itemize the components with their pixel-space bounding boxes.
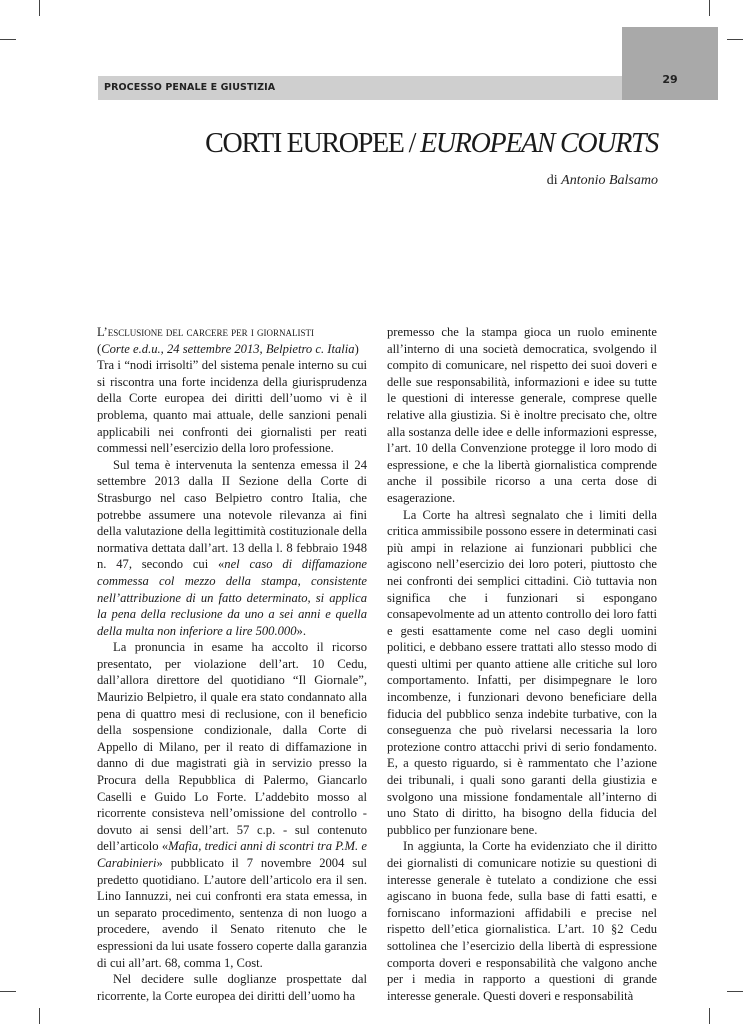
running-header-section: PROCESSO PENALE E GIUSTIZIA	[104, 82, 276, 93]
crop-mark-top-left	[39, 0, 40, 16]
paragraph-text: La pronuncia in esame ha accolto il ricorso presentato, per violazione dell’art. 10 Cedu, dall’allora direttore del quotidiano “Il Giornale”, Maurizio Belpietro, il quale era stato condannato alla pena di quattro mesi di reclusione, con il beneficio della sospensione condizionale, dalla Corte di Appello di Milano, per il reato di diffamazione in danno di due magistrati già in servizio presso la Procura della Repubblica di Palermo, Giancarlo Caselli e Guido Lo Forte. L’addebito mosso al ricorrente consisteva nell’omissione del controllo - dovuto ai sensi dell’art. 57 c.p. - sul contenuto dell’articolo «	[97, 640, 367, 854]
section-subtitle	[97, 341, 367, 358]
text-column-left	[97, 324, 367, 1004]
byline	[547, 173, 658, 189]
byline-author: Antonio Balsamo	[561, 173, 658, 188]
paragraph-text: Sul tema è intervenuta la sentenza emessa il 24 settembre 2013 dalla II Sezione della Corte di Strasburgo nel caso Belpietro contro Italia, che potrebbe assumere una notevole rilevanza ai fini della valutazione della legittimità costituzionale della normativa dettata dall’art. 13 della l. 8 febbraio 1948 n. 47, secondo cui «	[97, 457, 367, 572]
paragraph-text: ».	[296, 623, 306, 638]
page-number-tab	[622, 27, 718, 100]
paragraph: Tra i “nodi irrisolti” del sistema penale interno su cui si riscontra una forte incidenza della giurisprudenza della Corte europea dei diritti dell’uomo vi è il problema, quanto mai attuale, delle sanzioni penali applicabili nei confronti dei giornalisti per reati commessi nell’esercizio della loro professione.	[97, 358, 367, 456]
law-quotation: nel caso di diffamazione commessa col mezzo della stampa, consistente nell’attribuzione di un fatto determinato, si applica la pena della reclusione da uno a sei anni e quella della multa non inferiore a lire 500.000	[97, 557, 367, 638]
crop-mark-left-bottom	[0, 991, 16, 992]
case-citation: Corte e.d.u., 24 settembre 2013, Belpietro c. Italia	[101, 341, 355, 356]
crop-mark-top-right	[709, 0, 710, 16]
subtitle-paren-open: (	[97, 341, 102, 356]
section-title: L’esclusione del carcere per i giornalisti	[97, 325, 314, 339]
paragraph: In aggiunta, la Corte ha evidenziato che il diritto dei giornalisti di comunicare notizie su questioni di interesse generale è tutelato a condizione che essi agiscano in buona fede, sulla base di fatti esatti, e forniscano informazioni affidabili e precise nel rispetto dell’etica giornalistica. L’art. 10 §2 Cedu sottolinea che l’esercizio della libertà di espressione comporta doveri e responsabilità che valgono anche per i media in rapporto a questioni di grande interesse generale. Questi doveri e responsabilità	[387, 839, 657, 1003]
title-english: EUROPEAN COURTS	[420, 128, 658, 159]
paragraph	[97, 457, 367, 640]
crop-mark-bottom-right	[709, 1008, 710, 1024]
paragraph	[97, 639, 367, 971]
text-column-right	[387, 324, 657, 1004]
article-title-quote: Mafia, tredici anni di scontri tra P.M. e Carabinieri	[97, 839, 367, 870]
paragraph: Nel decidere sulle doglianze prospettate dal ricorrente, la Corte europea dei diritti dell’uomo ha	[97, 972, 367, 1003]
paragraph-text: » pubblicato il 7 novembre 2004 sul predetto quotidiano. L’autore dell’articolo era il sen. Lino Iannuzzi, nei cui confronti era stata emessa, in un separato procedimento, sentenza di non luogo a procedere, avendo il Senato ritenuto che le espressioni da lui usate fossero coperte dalla garanzia di cui all’art. 68, comma 1, Cost.	[97, 856, 367, 970]
title-italian: CORTI EUROPEE	[205, 128, 404, 159]
crop-mark-right-top	[727, 39, 743, 40]
page-number: 29	[662, 73, 678, 86]
paragraph: La Corte ha altresì segnalato che i limiti della critica ammissibile possono essere in determinati casi più ampi in relazione ai funzionari pubblici che agiscono nell’esercizio dei loro poteri, piuttosto che nei confronti dei semplici cittadini. Ciò tuttavia non significa che i funzionari si espongano consapevolmente ad un attento controllo dei loro fatti e gesti esattamente come nel caso degli uomini politici, e debbano essere trattati allo stesso modo di questi ultimi per quanto attiene alle critiche sul loro comportamento. Infatti, per disimpegnare le loro incombenze, i funzionari devono beneficiare della fiducia del pubblico senza indebite turbative, con la conseguenza che può rivelarsi necessaria la loro protezione contro attacchi privi di serio fondamento. E, a questo riguardo, si è rammentato che l’azione dei tribunali, i quali sono garanti della giustizia e svolgono una missione fondamentale all’interno di uno Stato di diritto, ha bisogno della fiducia del pubblico per funzionare bene.	[387, 507, 657, 837]
crop-mark-right-bottom	[727, 991, 743, 992]
article-title	[205, 128, 658, 160]
title-separator: /	[408, 128, 416, 159]
crop-mark-left-top	[0, 39, 16, 40]
byline-prefix: di	[546, 173, 558, 188]
subtitle-paren-close: )	[354, 341, 359, 356]
paragraph: premesso che la stampa gioca un ruolo eminente all’interno di una società democratica, svolgendo il compito di comunicare, nel rispetto dei suoi doveri e delle sue responsabilità, informazioni e idee su tutte le questioni di interesse generale, comprese quelle relative alla giustizia. Si è inoltre precisato che, oltre alla sostanza delle idee e delle informazioni espresse, l’art. 10 della Convenzione protegge il loro modo di espressione, e che la libertà giornalistica comprende anche il possibile ricorso a una certa dose di esagerazione.	[387, 325, 657, 505]
crop-mark-bottom-left	[39, 1008, 40, 1024]
